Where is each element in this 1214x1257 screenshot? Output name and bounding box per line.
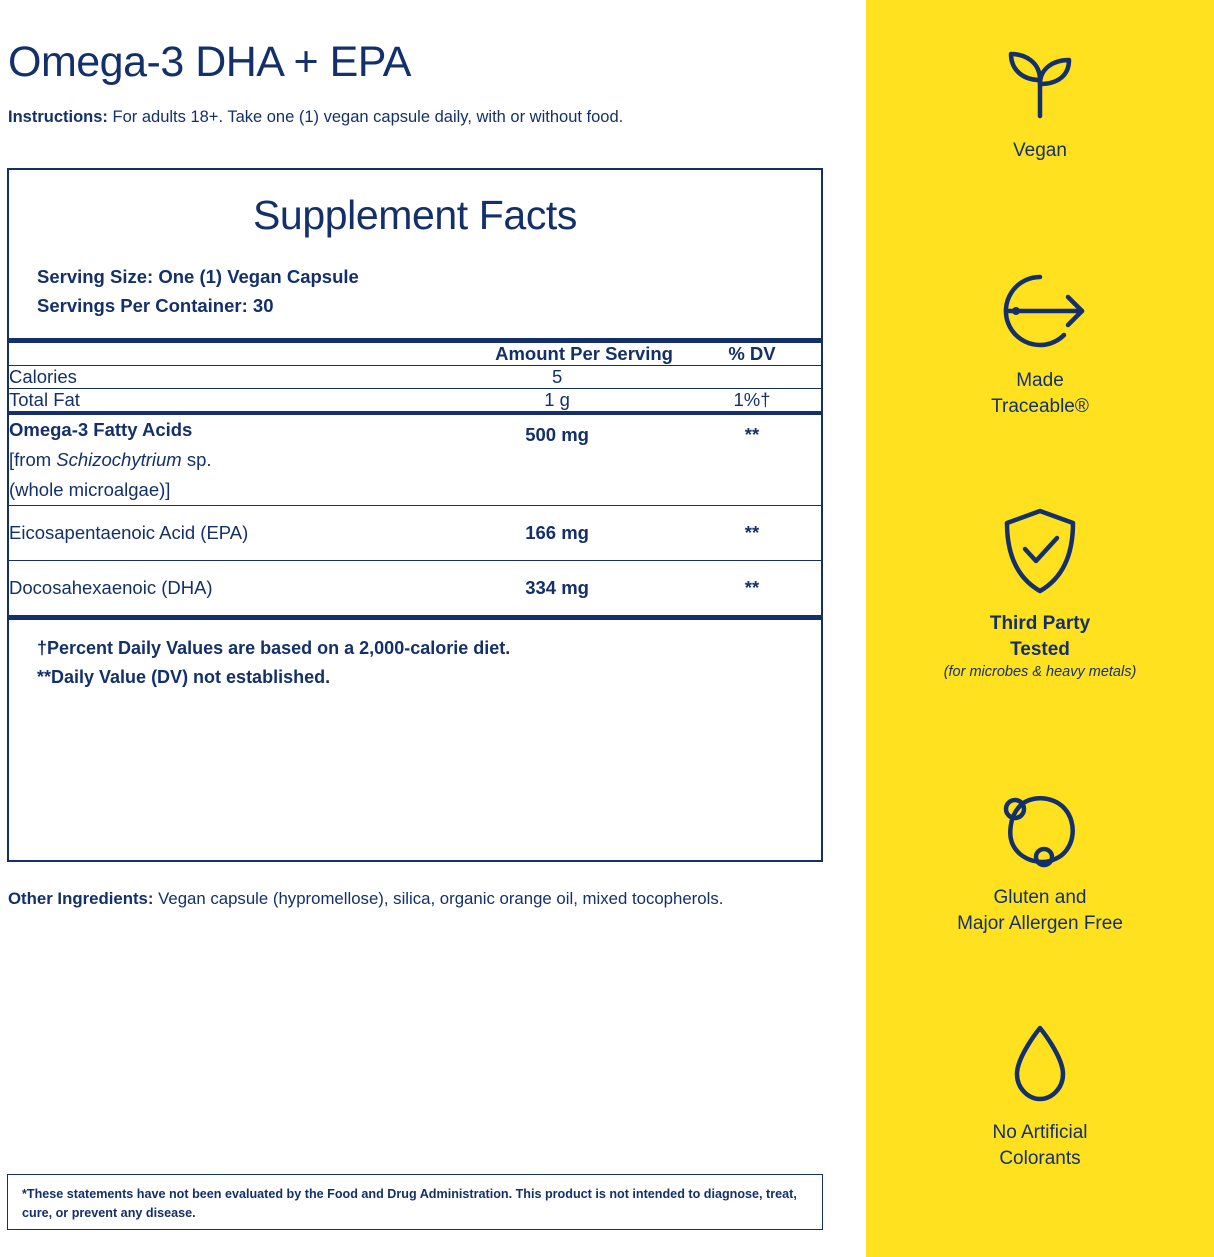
nutrient-rows-5 bbox=[9, 561, 821, 615]
supplement-facts-panel bbox=[7, 168, 823, 862]
omega3-line1: Omega-3 Fatty Acids bbox=[9, 419, 193, 441]
badge-caption: Made Traceable® bbox=[991, 370, 1089, 417]
serving-size-label: Serving Size: bbox=[37, 266, 154, 287]
other-ingredients bbox=[8, 886, 818, 913]
row-dv-epa: ** bbox=[744, 522, 760, 544]
header-blank bbox=[9, 343, 431, 365]
other-ingredients-label: Other Ingredients: bbox=[8, 889, 154, 908]
omega3-line3: (whole microalgae)] bbox=[9, 479, 171, 501]
other-ingredients-text: Vegan capsule (hypromellose), silica, organic orange oil, mixed tocopherols. bbox=[153, 889, 724, 908]
footnote-dv-not-established: **Daily Value (DV) not established. bbox=[37, 667, 331, 688]
gluten-free-icon bbox=[866, 785, 1214, 871]
shield-check-icon bbox=[866, 505, 1214, 597]
row-dv-calories bbox=[683, 366, 821, 388]
badge-gluten-allergen-free bbox=[866, 785, 1214, 936]
instructions-line bbox=[8, 108, 623, 127]
badge-caption: Vegan bbox=[1013, 140, 1067, 161]
table-header-row bbox=[9, 343, 821, 365]
serving-size-value: One (1) Vegan Capsule bbox=[153, 266, 359, 287]
row-name-omega3 bbox=[9, 415, 431, 505]
row-dv-omega3: ** bbox=[744, 424, 760, 446]
badge-caption: Third Party Tested bbox=[989, 613, 1091, 660]
servings-per-container-line bbox=[37, 292, 821, 321]
table-row bbox=[9, 389, 821, 411]
row-amount-epa: 166 mg bbox=[525, 522, 589, 544]
supplement-facts-title: Supplement Facts bbox=[252, 192, 578, 238]
table-row bbox=[9, 561, 821, 615]
row-dv-total-fat: 1%† bbox=[733, 389, 771, 411]
table-row bbox=[9, 415, 821, 505]
badge-caption: Gluten and Major Allergen Free bbox=[957, 887, 1123, 934]
row-name-calories: Calories bbox=[9, 366, 77, 388]
row-amount-calories: 5 bbox=[551, 366, 563, 388]
instructions-text: For adults 18+. Take one (1) vegan capsule daily, with or without food. bbox=[107, 108, 624, 126]
water-drop-icon bbox=[866, 1020, 1214, 1106]
header-amount-per-serving: Amount Per Serving bbox=[495, 343, 673, 365]
row-name-epa: Eicosapentaenoic Acid (EPA) bbox=[9, 522, 249, 544]
supplement-facts-table bbox=[9, 343, 821, 365]
traceable-arrow-circle-icon bbox=[866, 268, 1214, 354]
nutrient-rows-3 bbox=[9, 415, 821, 505]
nutrient-rows-4 bbox=[9, 506, 821, 560]
nutrient-rows bbox=[9, 366, 821, 388]
footnote-daily-values: †Percent Daily Values are based on a 2,000-calorie diet. bbox=[37, 638, 511, 659]
badge-third-party-tested bbox=[866, 505, 1214, 680]
row-name-dha: Docosahexaenoic (DHA) bbox=[9, 577, 213, 599]
instructions-label: Instructions: bbox=[8, 108, 108, 126]
row-amount-dha: 334 mg bbox=[525, 577, 589, 599]
omega3-line2: [from Schizochytrium sp. bbox=[9, 449, 212, 471]
serving-info bbox=[9, 263, 821, 320]
footnotes bbox=[9, 620, 821, 692]
header-percent-dv: % DV bbox=[728, 343, 776, 365]
badges-panel bbox=[866, 0, 1214, 1257]
nutrient-rows-2 bbox=[9, 389, 821, 411]
servings-per-container-label: Servings Per Container: bbox=[37, 294, 248, 316]
leaf-sprout-icon bbox=[866, 38, 1214, 124]
servings-per-container-value: 30 bbox=[247, 294, 274, 316]
badge-no-artificial-colorants bbox=[866, 1020, 1214, 1171]
row-name-total-fat: Total Fat bbox=[9, 389, 80, 411]
row-amount-total-fat: 1 g bbox=[544, 389, 570, 411]
table-row bbox=[9, 506, 821, 560]
badge-made-traceable bbox=[866, 268, 1214, 419]
page-title: Omega-3 DHA + EPA bbox=[8, 38, 411, 86]
row-amount-omega3: 500 mg bbox=[525, 424, 589, 446]
serving-size-line bbox=[37, 263, 821, 292]
table-row bbox=[9, 366, 821, 388]
badge-caption: No Artificial Colorants bbox=[992, 1122, 1088, 1169]
fda-disclaimer: *These statements have not been evaluated by the Food and Drug Administration. This product is not intended to diagnose, treat, cure, or prevent any disease. bbox=[7, 1174, 823, 1230]
badge-subcaption: (for microbes & heavy metals) bbox=[943, 664, 1137, 681]
badge-vegan bbox=[866, 38, 1214, 164]
row-dv-dha: ** bbox=[744, 577, 760, 599]
